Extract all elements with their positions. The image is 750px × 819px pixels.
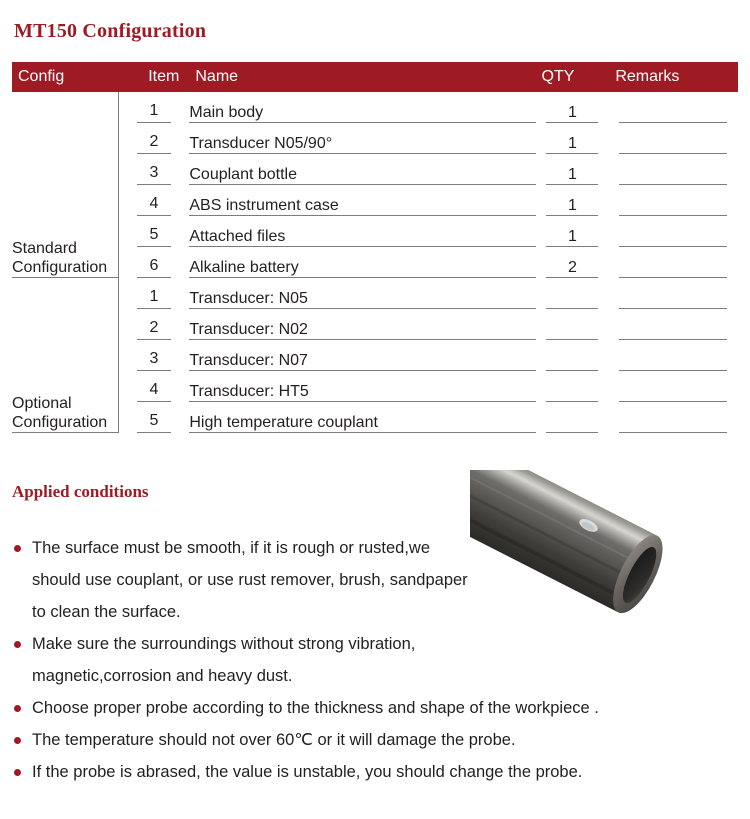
group-label-line2: Configuration — [12, 259, 108, 276]
list-item-text: Choose proper probe according to the thickness and shape of the workpiece . — [32, 699, 599, 717]
list-item-text: If the probe is abrased, the value is unstable, you should change the probe. — [32, 763, 583, 781]
column-header-config: Config — [12, 62, 118, 92]
cell-item: 1 — [118, 92, 189, 123]
list-item-text: The temperature should not over 60℃ or it will damage the probe. — [32, 731, 516, 749]
group-label-line1: Standard — [12, 240, 77, 257]
bullet-icon — [14, 641, 21, 648]
list-item — [12, 692, 738, 724]
cell-remarks — [609, 247, 737, 278]
cell-qty — [536, 340, 610, 371]
table-row — [12, 185, 738, 216]
column-header-remarks: Remarks — [609, 62, 737, 92]
cell-qty — [536, 278, 610, 309]
table-header-row — [12, 62, 738, 92]
cell-name: Transducer: N07 — [189, 340, 535, 371]
cell-name: Couplant bottle — [189, 154, 535, 185]
cell-qty: 1 — [536, 185, 610, 216]
cell-qty: 1 — [536, 123, 610, 154]
group-label-optional — [12, 278, 118, 433]
cell-name: Attached files — [189, 216, 535, 247]
cell-qty — [536, 371, 610, 402]
table-row — [12, 309, 738, 340]
applied-conditions-list — [12, 532, 738, 788]
table-row — [12, 154, 738, 185]
table-row — [12, 340, 738, 371]
list-item-text: The surface must be smooth, if it is rough or rusted,we should use couplant, or use rust remover, brush, sandpaper to clean the surface. — [32, 539, 468, 621]
bullet-icon — [14, 737, 21, 744]
cell-remarks — [609, 154, 737, 185]
group-label-line2: Configuration — [12, 414, 108, 431]
cell-remarks — [609, 185, 737, 216]
applied-conditions-title: Applied conditions — [12, 482, 149, 501]
cell-remarks — [609, 123, 737, 154]
cell-remarks — [609, 92, 737, 123]
cell-item: 5 — [118, 216, 189, 247]
cell-remarks — [609, 371, 737, 402]
bullet-icon — [14, 545, 21, 552]
list-item — [12, 532, 472, 628]
bullet-icon — [14, 769, 21, 776]
list-item-text: Make sure the surroundings without strong vibration, magnetic,corrosion and heavy dust. — [32, 635, 416, 685]
list-item — [12, 756, 738, 788]
cell-item: 4 — [118, 185, 189, 216]
cell-item: 6 — [118, 247, 189, 278]
cell-name: High temperature couplant — [189, 402, 535, 433]
column-header-name: Name — [189, 62, 535, 92]
cell-name: ABS instrument case — [189, 185, 535, 216]
cell-remarks — [609, 402, 737, 433]
group-label-line1: Optional — [12, 395, 72, 412]
cell-remarks — [609, 278, 737, 309]
cell-name: Transducer: N02 — [189, 309, 535, 340]
cell-qty: 2 — [536, 247, 610, 278]
cell-item: 3 — [118, 154, 189, 185]
table-row — [12, 123, 738, 154]
page-title: MT150 Configuration — [14, 20, 207, 42]
cell-item: 5 — [118, 402, 189, 433]
cell-remarks — [609, 340, 737, 371]
group-label-standard — [12, 92, 118, 278]
column-header-item: Item — [118, 62, 189, 92]
column-header-qty: QTY — [536, 62, 610, 92]
table-body — [12, 92, 738, 433]
table-row — [12, 278, 738, 309]
table-row — [12, 216, 738, 247]
table-row — [12, 92, 738, 123]
cell-qty: 1 — [536, 154, 610, 185]
list-item — [12, 628, 532, 692]
table-row — [12, 371, 738, 402]
bullet-icon — [14, 705, 21, 712]
cell-name: Main body — [189, 92, 535, 123]
cell-item: 2 — [118, 123, 189, 154]
cell-item: 2 — [118, 309, 189, 340]
table-row — [12, 247, 738, 278]
cell-remarks — [609, 216, 737, 247]
cell-qty: 1 — [536, 92, 610, 123]
cell-item: 4 — [118, 371, 189, 402]
cell-qty — [536, 402, 610, 433]
table-row — [12, 402, 738, 433]
cell-name: Transducer: HT5 — [189, 371, 535, 402]
list-item — [12, 724, 738, 756]
cell-qty: 1 — [536, 216, 610, 247]
cell-remarks — [609, 309, 737, 340]
configuration-table — [12, 62, 738, 433]
cell-name: Alkaline battery — [189, 247, 535, 278]
cell-name: Transducer: N05 — [189, 278, 535, 309]
cell-name: Transducer N05/90° — [189, 123, 535, 154]
cell-qty — [536, 309, 610, 340]
cell-item: 3 — [118, 340, 189, 371]
cell-item: 1 — [118, 278, 189, 309]
table-header — [12, 62, 738, 92]
